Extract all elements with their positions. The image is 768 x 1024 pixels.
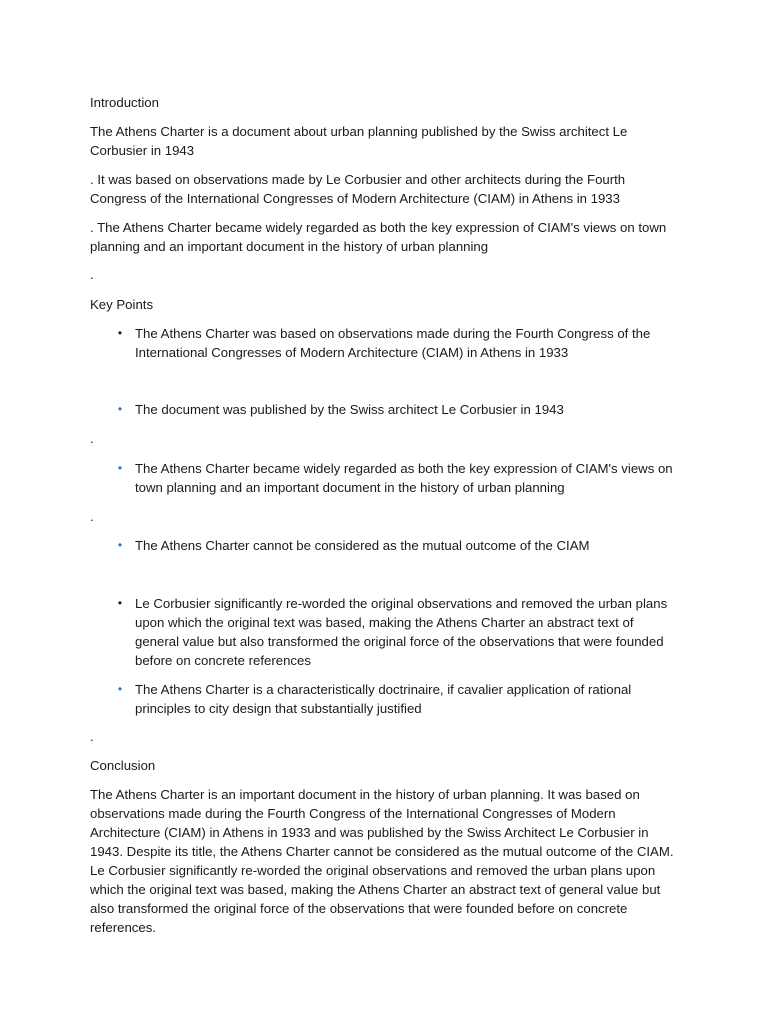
bullet-icon: • [117, 682, 123, 696]
key-point-text: The Athens Charter was based on observations made during the Fourth Congress of the International Congresses of Modern Architecture (CIAM) in Athens in 1933 [135, 326, 651, 360]
key-point-item-2 [90, 400, 680, 419]
bullet-icon: • [117, 402, 123, 416]
key-point-item-5 [90, 594, 680, 670]
key-points-heading: Key Points [90, 297, 154, 312]
key-point-text: The document was published by the Swiss architect Le Corbusier in 1943 [135, 402, 564, 417]
bullet-icon: • [117, 326, 123, 340]
key-point-item-4 [90, 536, 680, 555]
bullet-icon: • [117, 538, 123, 552]
intro-paragraph-1: The Athens Charter is a document about urban planning published by the Swiss architect Le Corbusier in 1943 [90, 124, 628, 158]
separator-dot-4: . [90, 729, 94, 744]
separator-dot-1: . [90, 267, 94, 282]
key-point-item-3 [90, 459, 680, 497]
separator-dot-2: . [90, 431, 94, 446]
intro-paragraph-2: . It was based on observations made by Le Corbusier and other architects during the Fourth Congress of the International Congresses of Modern Architecture (CIAM) in Athens in 1933 [90, 172, 626, 206]
key-point-text: Le Corbusier significantly re-worded the original observations and removed the urban plans upon which the original text was based, making the Athens Charter an abstract text of general value but also transformed the original force of the observations that were founded before on concrete references [135, 596, 668, 668]
key-point-text: The Athens Charter is a characteristically doctrinaire, if cavalier application of rational principles to city design that substantially justified [135, 682, 632, 716]
bullet-icon: • [117, 461, 123, 475]
conclusion-heading: Conclusion [90, 758, 156, 773]
key-point-text: The Athens Charter cannot be considered as the mutual outcome of the CIAM [135, 538, 590, 553]
separator-dot-3: . [90, 509, 94, 524]
key-point-item-6 [90, 680, 680, 718]
key-point-item-1 [90, 324, 680, 362]
intro-heading: Introduction [90, 95, 159, 110]
conclusion-paragraph: The Athens Charter is an important document in the history of urban planning. It was based on observations made during the Fourth Congress of the International Congresses of Modern Architecture (CIAM) in Athens in 1933 and was published by the Swiss Architect Le Corbusier in 1943. Despite its title, the Athens Charter cannot be considered as the mutual outcome of the CIAM. Le Corbusier significantly re-worded the original observations and removed the urban plans upon which the original text was based, making the Athens Charter an abstract text of general value but also transformed the original force of the observations that were founded before on concrete references. [90, 787, 674, 935]
key-point-text: The Athens Charter became widely regarded as both the key expression of CIAM's views on town planning and an important document in the history of urban planning [135, 461, 673, 495]
intro-paragraph-3: . The Athens Charter became widely regarded as both the key expression of CIAM's views on town planning and an important document in the history of urban planning [90, 220, 667, 254]
bullet-icon: • [117, 596, 123, 610]
